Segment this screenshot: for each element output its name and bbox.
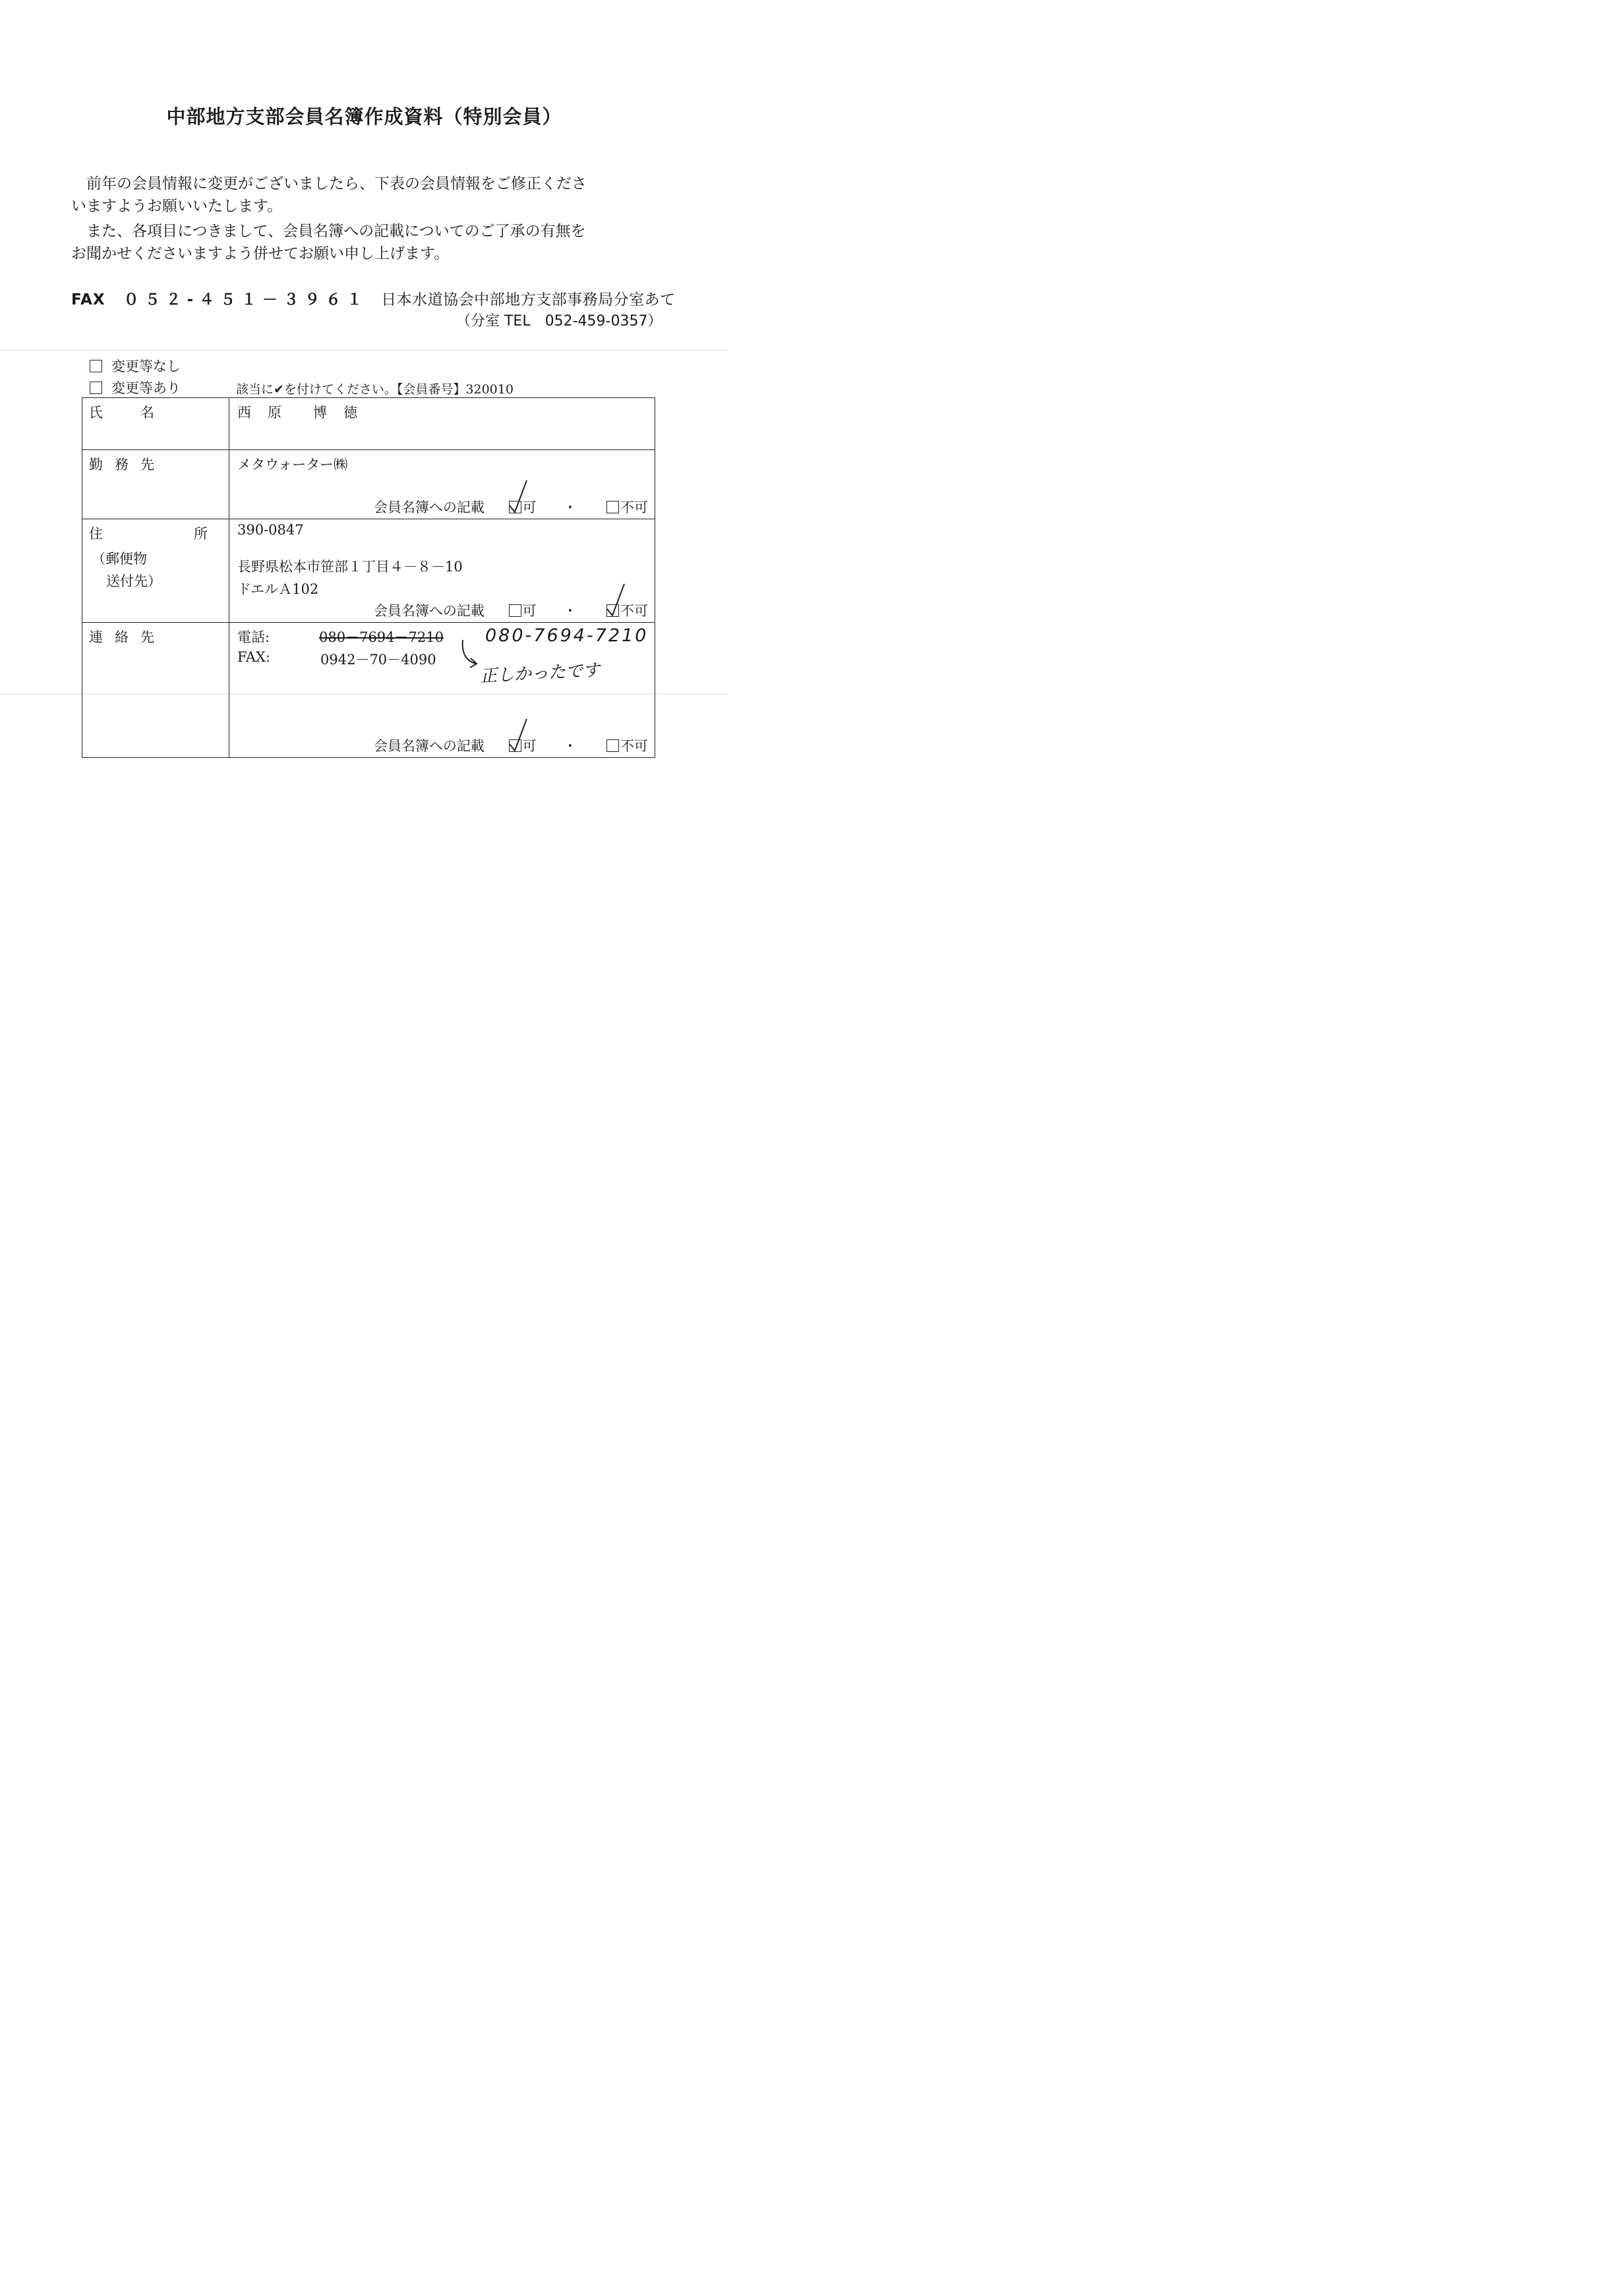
contact-label: 連絡先 [89, 629, 166, 645]
fax-destination: 日本水道協会中部地方支部事務局分室あて [381, 291, 676, 308]
member-info-table [82, 397, 655, 758]
allow-label: 可 [522, 603, 537, 619]
address-consent [374, 600, 648, 620]
deny-label: 不可 [620, 603, 648, 619]
fax-line [71, 287, 676, 309]
address-line-2: ドエルＡ102 [237, 581, 319, 597]
page-title: 中部地方支部会員名簿作成資料（特別会員） [166, 105, 562, 128]
intro-line-3: また、各項目につきまして、会員名簿への記載についてのご了承の有無を [71, 223, 586, 240]
has-change-checkbox[interactable] [90, 382, 102, 394]
postal-code: 390-0847 [237, 522, 304, 538]
name-value: 西 原 博 徳 [237, 405, 359, 420]
tel-value-struck: 080－7694－7210 [319, 629, 444, 645]
fax-label: FAX [71, 291, 105, 308]
consent-label: 会員名簿への記載 [373, 603, 485, 619]
workplace-deny-checkbox[interactable] [606, 501, 619, 513]
workplace-label: 勤務先 [89, 457, 166, 473]
fax-value: 0942－70－4090 [320, 652, 436, 668]
no-change-checkbox[interactable] [90, 360, 102, 372]
deny-label: 不可 [620, 500, 648, 515]
has-change-label: 変更等あり [111, 380, 181, 396]
intro-line-1: 前年の会員情報に変更がございましたら、下表の会員情報をご修正くださ [71, 175, 587, 192]
intro-line-2: いますようお願いいたします。 [71, 198, 283, 215]
separator-dot: ・ [563, 738, 577, 754]
fax-number: ０５２-４５１－３９６１ [123, 291, 368, 308]
tel-label: 電話: [237, 629, 270, 645]
separator-dot: ・ [563, 500, 577, 515]
handwritten-check-icon [604, 583, 627, 617]
allow-label: 可 [522, 500, 537, 515]
address-line-1: 長野県松本市笹部１丁目４－８－10 [237, 559, 463, 575]
no-change-label: 変更等なし [111, 359, 181, 374]
member-number-note: 該当に✔を付けてください。【会員番号】320010 [236, 382, 514, 397]
handwritten-check-icon [507, 479, 529, 513]
workplace-value: メタウォーター㈱ [237, 457, 348, 473]
contact-allow-checkbox[interactable] [509, 739, 521, 752]
option-no-change[interactable] [90, 356, 181, 376]
workplace-consent [374, 497, 648, 517]
handwritten-note: 正しかったです [479, 660, 601, 687]
address-label: 住 所 [89, 526, 229, 542]
contact-deny-checkbox[interactable] [606, 739, 619, 752]
option-has-change[interactable] [90, 378, 181, 397]
address-label-2: （郵便物 [92, 551, 147, 567]
address-allow-checkbox[interactable] [509, 604, 521, 617]
address-label-3: 送付先） [106, 573, 162, 589]
address-deny-checkbox[interactable] [606, 604, 619, 617]
contact-consent [374, 735, 648, 755]
separator-dot: ・ [563, 603, 577, 619]
allow-label: 可 [522, 738, 537, 754]
tel-handwritten: 080-7694-7210 [485, 625, 649, 646]
handwritten-check-icon [507, 718, 529, 752]
deny-label: 不可 [620, 738, 648, 754]
workplace-allow-checkbox[interactable] [509, 501, 521, 513]
consent-label: 会員名簿への記載 [373, 738, 485, 754]
fax-label: FAX: [237, 649, 270, 665]
intro-line-4: お聞かせくださいますよう併せてお願い申し上げます。 [71, 245, 450, 262]
branch-tel: （分室 TEL 052-459-0357） [456, 313, 662, 330]
consent-label: 会員名簿への記載 [373, 500, 485, 515]
paper-fold [0, 349, 728, 351]
name-label: 氏 名 [89, 405, 166, 420]
